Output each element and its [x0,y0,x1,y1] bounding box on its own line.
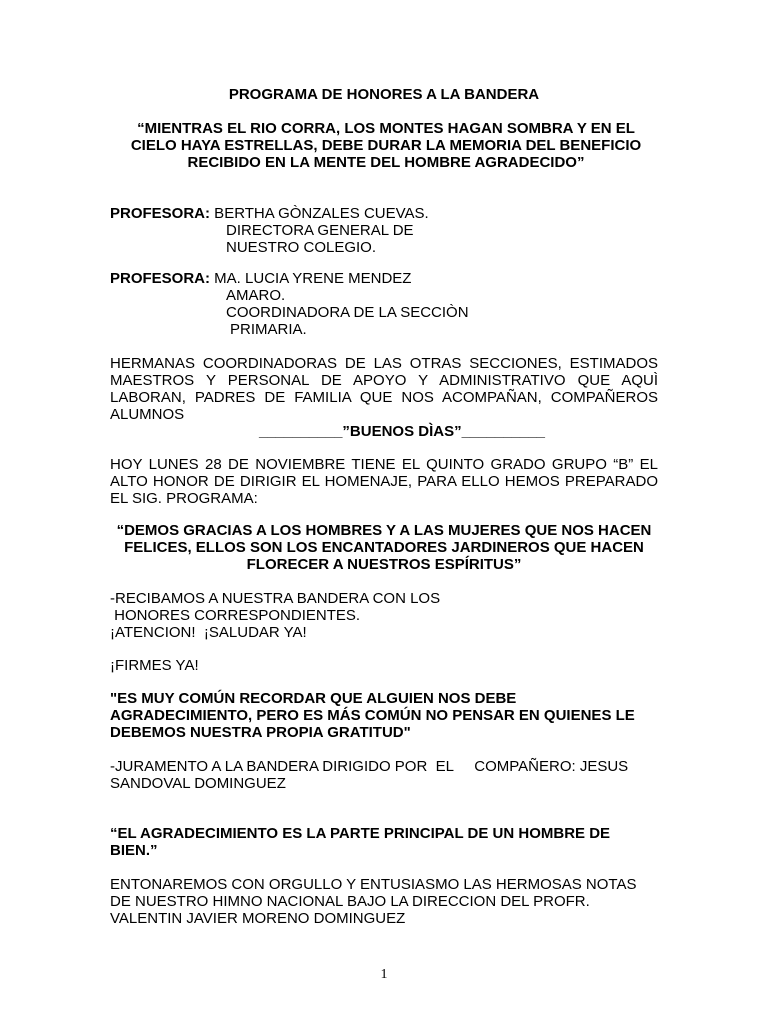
opening-quote: “MIENTRAS EL RIO CORRA, LOS MONTES HAGAN SOMBRA Y EN EL CIELO HAYA ESTRELLAS, DEBE DURAR LA MEMORIA DEL BENEFICIO RECIBIDO EN LA MENTE DEL HOMBRE AGRADECIDO” [130,120,642,171]
teacher-1-role-line-1: DIRECTORA GENERAL DE [226,222,414,239]
teacher-2-role-line-1: COORDINADORA DE LA SECCIÒN [226,304,469,321]
flag-reception-line-2: HONORES CORRESPONDIENTES. [110,607,361,624]
greeting-line: __________”BUENOS DÌAS”__________ [258,423,546,440]
teacher-1-role-line-2: NUESTRO COLEGIO. [226,239,377,256]
quote-common: "ES MUY COMÚN RECORDAR QUE ALGUIEN NOS DEBE AGRADECIMIENTO, PERO ES MÁS COMÚN NO PENSAR EN QUIENES LE DEBEMOS NUESTRA PROPIA GRATITUD" [110,690,635,741]
teacher-2-label: PROFESORA: [110,270,211,287]
teacher-2-role-line-2: PRIMARIA. [230,321,307,338]
teacher-1-label: PROFESORA: [110,205,211,222]
anthem-line-1: ENTONAREMOS CON ORGULLO Y ENTUSIASMO LAS HERMOSAS NOTAS [110,876,637,893]
teacher-2-name-line-2: AMARO. [226,287,286,304]
quote-principal: “EL AGRADECIMIENTO ES LA PARTE PRINCIPAL DE UN HOMBRE DE BIEN.” [110,825,611,859]
anthem-line-2: DE NUESTRO HIMNO NACIONAL BAJO LA DIRECCION DEL PROFR. [110,893,590,910]
flag-reception-line-3: ¡ATENCION! ¡SALUDAR YA! [110,624,307,641]
flag-reception-block [110,590,658,641]
teacher-2-name: MA. LUCIA YRENE MENDEZ [210,270,412,287]
oath-line-1: -JURAMENTO A LA BANDERA DIRIGIDO POR EL COMPAÑERO: JESUS [110,758,629,775]
oath-line-2: SANDOVAL DOMINGUEZ [110,775,286,792]
document-page [110,0,658,1024]
intro-paragraph: HOY LUNES 28 DE NOVIEMBRE TIENE EL QUINTO GRADO GRUPO “B” EL ALTO HONOR DE DIRIGIR EL HOMENAJE, PARA ELLO HEMOS PREPARADO EL SIG. PROGRAMA: [110,456,658,507]
teacher-block-2 [110,270,658,338]
teacher-block-1 [110,205,658,256]
document-title: PROGRAMA DE HONORES A LA BANDERA [228,86,540,103]
greeting-paragraph: HERMANAS COORDINADORAS DE LAS OTRAS SECCIONES, ESTIMADOS MAESTROS Y PERSONAL DE APOYO Y ADMINISTRATIVO QUE AQUÌ LABORAN, PADRES DE FAMILIA QUE NOS ACOMPAÑAN, COMPAÑEROS ALUMNOS [110,355,658,423]
anthem-line-3: VALENTIN JAVIER MORENO DOMINGUEZ [110,910,406,927]
firmes-command: ¡FIRMES YA! [110,657,199,674]
quote-gratitude: “DEMOS GRACIAS A LOS HOMBRES Y A LAS MUJERES QUE NOS HACEN FELICES, ELLOS SON LOS ENCANTADORES JARDINEROS QUE HACEN FLORECER A NUESTROS ESPÍRITUS” [116,522,652,573]
teacher-1-name: BERTHA GÒNZALES CUEVAS. [210,205,429,222]
flag-reception-line-1: -RECIBAMOS A NUESTRA BANDERA CON LOS [110,590,441,607]
oath-block [110,758,658,792]
page-number: 1 [380,967,388,982]
anthem-paragraph [110,876,658,927]
